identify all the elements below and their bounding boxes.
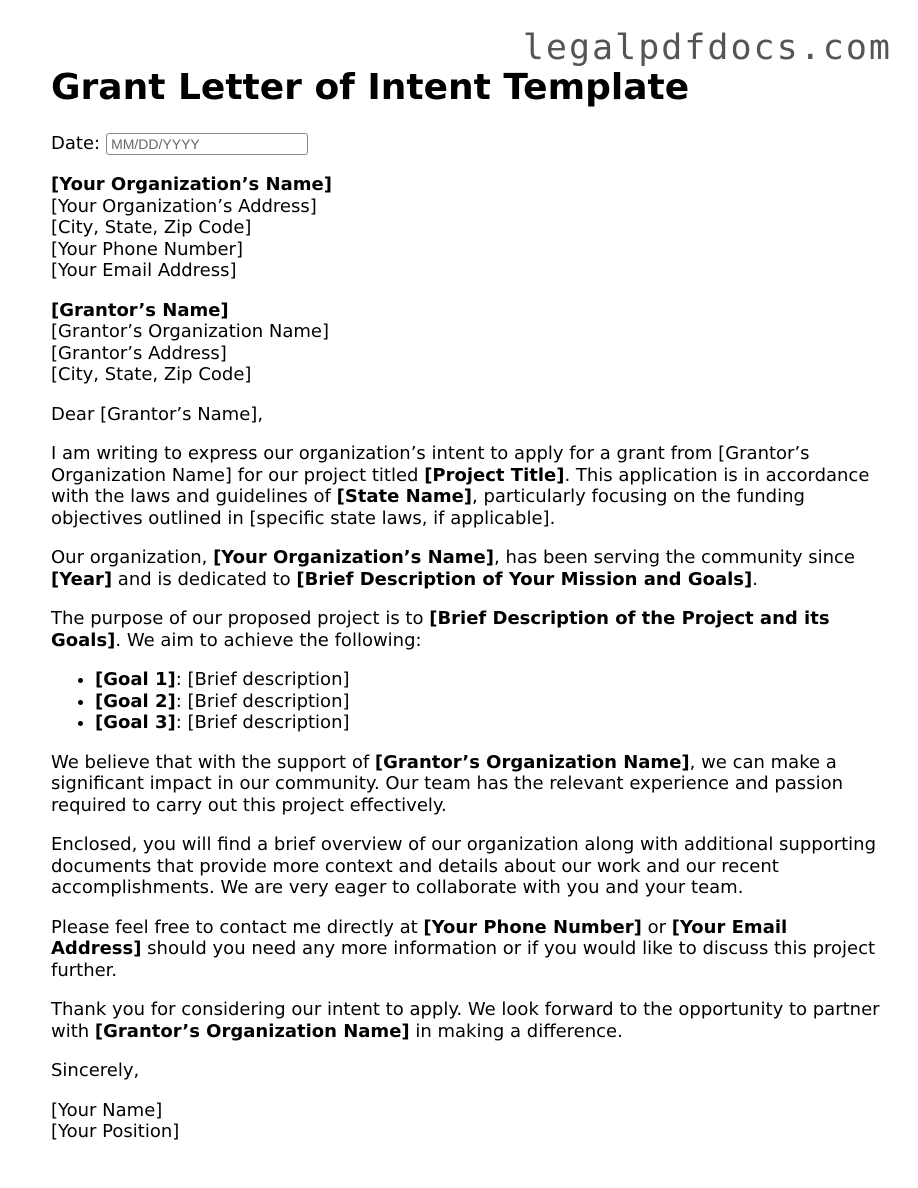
paragraph-thanks: Thank you for considering our intent to apply. We look forward to the opportunity to partner with [Grantor’s Organization Name] in making a difference. xyxy=(51,999,880,1042)
closing: Sincerely, xyxy=(51,1060,140,1081)
goals-list xyxy=(51,669,883,734)
signature-block xyxy=(51,1100,883,1143)
paragraph-support: We believe that with the support of [Grantor’s Organization Name], we can make a significant impact in our community. Our team has the relevant experience and passion required to carry out this project effectively. xyxy=(51,751,844,816)
recipient-name: [Grantor’s Name] xyxy=(51,299,229,321)
paragraph-enclosed: Enclosed, you will find a brief overview of our organization along with additional supporting documents that provide more context and details about our work and our recent accomplishments. We are very eager to collaborate with you and your team. xyxy=(51,834,876,898)
sender-address: [Your Organization’s Address] xyxy=(51,195,317,217)
date-label: Date: xyxy=(51,133,101,155)
paragraph-purpose: The purpose of our proposed project is to [Brief Description of the Project and its Goals]. We aim to achieve the following: xyxy=(51,608,830,651)
sender-email: [Your Email Address] xyxy=(51,260,237,281)
date-row xyxy=(51,132,883,156)
signature-position: [Your Position] xyxy=(51,1121,180,1142)
list-item: • [Goal 2]: [Brief description] xyxy=(95,691,883,713)
recipient-org: [Grantor’s Organization Name] xyxy=(51,321,330,342)
paragraph-contact: Please feel free to contact me directly at [Your Phone Number] or [Your Email Address] should you need any more information or if you would like to discuss this project further. xyxy=(51,916,876,981)
salutation: Dear [Grantor’s Name], xyxy=(51,403,264,425)
date-input[interactable] xyxy=(106,133,308,155)
sender-name: [Your Organization’s Name] xyxy=(51,174,332,195)
recipient-city: [City, State, Zip Code] xyxy=(51,364,252,385)
sender-phone: [Your Phone Number] xyxy=(51,238,243,260)
paragraph-organization: Our organization, [Your Organization’s Name], has been serving the community since [Year] and is dedicated to [Brief Description of Your Mission and Goals]. xyxy=(51,547,855,590)
list-item: • [Goal 1]: [Brief description] xyxy=(95,669,883,691)
signature-name: [Your Name] xyxy=(51,1099,163,1121)
recipient-address: [Grantor’s Address] xyxy=(51,342,227,364)
watermark: legalpdfdocs.com xyxy=(522,28,892,68)
paragraph-intent: I am writing to express our organization’s intent to apply for a grant from [Grantor’s Organization Name] for our project titled [Project Title]. This application is in accordance with the laws and guidelines of [State Name], particularly focusing on the funding objectives outlined in [specific state laws, if applicable]. xyxy=(51,443,870,529)
recipient-block xyxy=(51,300,883,386)
letter-document xyxy=(51,66,883,1143)
page-title: Grant Letter of Intent Template xyxy=(51,67,690,108)
list-item: • [Goal 3]: [Brief description] xyxy=(95,712,883,734)
sender-city: [City, State, Zip Code] xyxy=(51,217,252,238)
sender-block xyxy=(51,174,883,282)
